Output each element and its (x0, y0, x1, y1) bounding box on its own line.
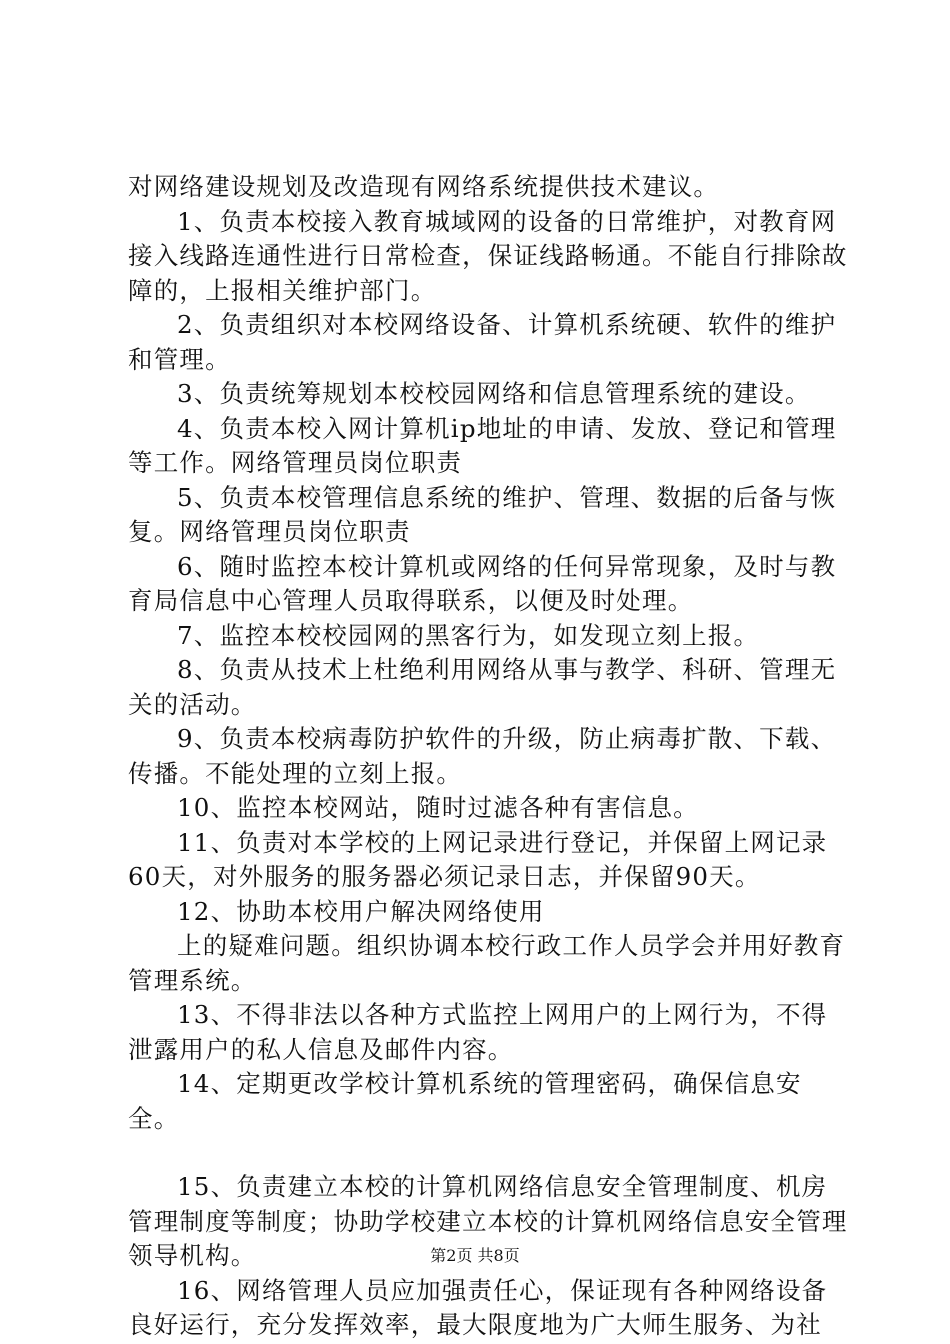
paragraph-intro: 对网络建设规划及改造现有网络系统提供技术建议。 (128, 172, 720, 201)
paragraph-item-8: 8、负责从技术上杜绝利用网络从事与教学、科研、管理无关的活动。 (128, 655, 837, 719)
paragraph-item-1: 1、负责本校接入教育城域网的设备的日常维护，对教育网接入线路连通性进行日常检查，保证线路畅通。不能自行排除故障的，上报相关维护部门。 (128, 206, 848, 305)
paragraph-item-15: 15、负责建立本校的计算机网络信息安全管理制度、机房管理制度等制度；协助学校建立本校的计算机网络信息安全管理领导机构。 (128, 1172, 848, 1270)
paragraph-item-11: 11、负责对本学校的上网记录进行登记，并保留上网记录60天，对外服务的服务器必须记录日志，并保留90天。 (128, 827, 828, 891)
paragraph-item-2: 2、负责组织对本校网络设备、计算机系统硬、软件的维护和管理。 (128, 310, 837, 374)
paragraph-item-4: 4、负责本校入网计算机ip地址的申请、发放、登记和管理等工作。网络管理员岗位职责 (128, 413, 837, 477)
paragraph-item-13: 13、不得非法以各种方式监控上网用户的上网行为，不得泄露用户的私人信息及邮件内容。 (128, 1000, 828, 1064)
paragraph-item-7: 7、监控本校校园网的黑客行为，如发现立刻上报。 (177, 620, 760, 650)
paragraph-item-14: 14、定期更改学校计算机系统的管理密码，确保信息安全。 (128, 1069, 802, 1133)
paragraph-item-10: 10、监控本校网站，随时过滤各种有害信息。 (177, 793, 699, 822)
paragraph-item-3: 3、负责统筹规划本校校园网络和信息管理系统的建设。 (177, 379, 811, 408)
paragraph-item-12-continued: 上的疑难问题。组织协调本校行政工作人员学会并用好教育管理系统。 (128, 931, 846, 995)
paragraph-item-6: 6、随时监控本校计算机或网络的任何异常现象，及时与教育局信息中心管理人员取得联系，以便及时处理。 (128, 551, 837, 615)
paragraph-item-12: 12、协助本校用户解决网络使用 (177, 896, 545, 926)
page-number-footer: 第2页 共8页 (430, 1246, 520, 1265)
paragraph-item-16: 16、网络管理人员应加强责任心，保证现有各种网络设备良好运行，充分发挥效率，最大限度地为广大师生服务、为社 (128, 1275, 828, 1339)
paragraph-item-9: 9、负责本校病毒防护软件的升级，防止病毒扩散、下载、传播。不能处理的立刻上报。 (128, 724, 837, 788)
document-body (128, 170, 848, 1343)
paragraph-item-5: 5、负责本校管理信息系统的维护、管理、数据的后备与恢复。网络管理员岗位职责 (128, 482, 837, 546)
